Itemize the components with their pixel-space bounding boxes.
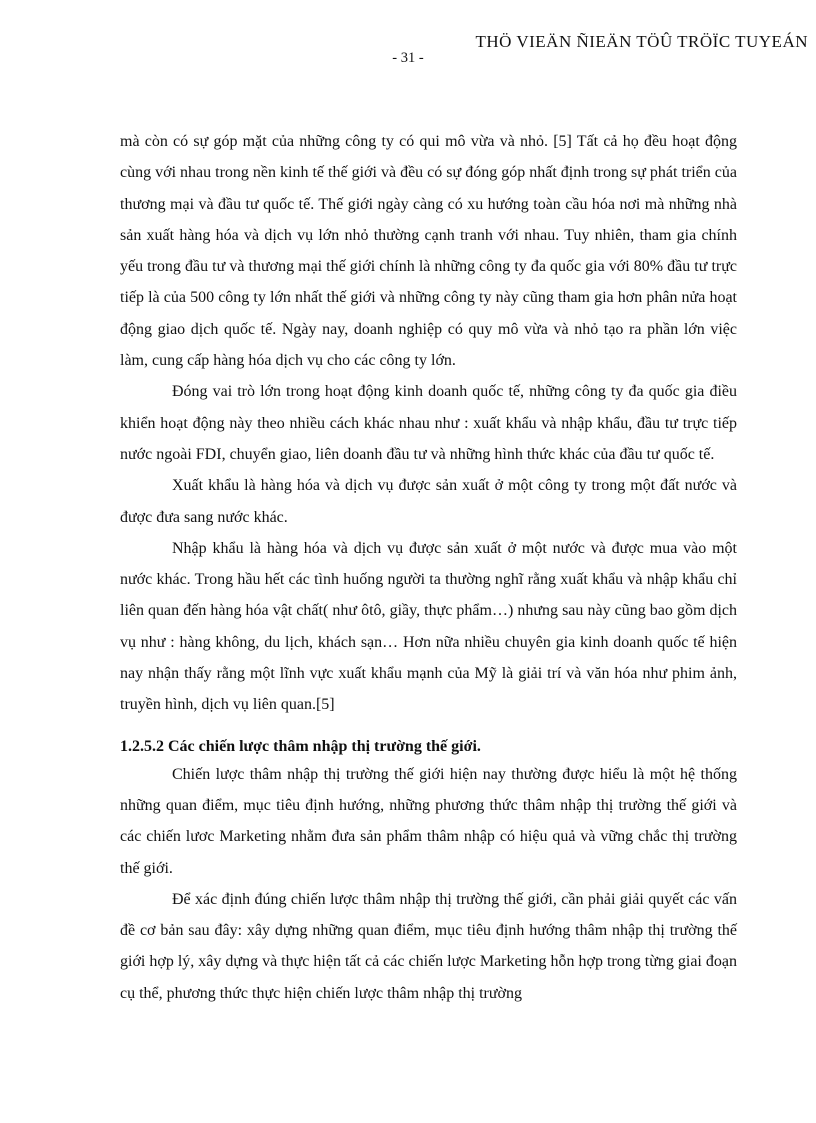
section-paragraph-1: Chiến lược thâm nhập thị trường thế giới hiện nay thường được hiểu là một hệ thống những quan điểm, mục tiêu định hướng, những phương thức thâm nhập thị trường thế giới và các chiến lươc Marketing nhằm đưa sản phẩm thâm nhập có hiệu quả và vững chắc thị trường thế giới. <box>120 765 737 877</box>
paragraph-4: Nhập khẩu là hàng hóa và dịch vụ được sản xuất ở một nước và được mua vào một nước khác. Trong hầu hết các tình huống người ta thường nghĩ rằng xuất khẩu và nhập khẩu chỉ liên quan đến hàng hóa vật chất( như ôtô, giầy, thực phẩm…) nhưng sau này cũng bao gồm dịch vụ như : hàng không, du lịch, khách sạn… Hơn nữa nhiều chuyên gia kinh doanh quốc tế hiện nay nhận thấy rằng một lĩnh vực xuất khẩu mạnh của Mỹ là giải trí và văn hóa như phim ảnh, truyền hình, dịch vụ liên quan.[5] <box>120 539 737 714</box>
paragraph-1: mà còn có sự góp mặt của những công ty có qui mô vừa và nhỏ. [5] Tất cả họ đều hoạt động cùng với nhau trong nền kinh tế thế giới và đều có sự đóng góp nhất định trong sự phát triển của thương mại và đầu tư quốc tế. Thế giới ngày càng có xu hướng toàn cầu hóa nơi mà những nhà sản xuất hàng hóa và dịch vụ lớn nhỏ thường cạnh tranh với nhau. Tuy nhiên, tham gia chính yếu trong đầu tư và thương mại thế giới chính là những công ty đa quốc gia với 80% đầu tư trực tiếp là của 500 công ty lớn nhất thế giới và những công ty này cũng tham gia hơn phân nửa hoạt động giao dịch quốc tế. Ngày nay, doanh nghiệp có quy mô vừa và nhỏ tạo ra phần lớn việc làm, cung cấp hàng hóa dịch vụ cho các công ty lớn. <box>120 133 737 370</box>
paragraph-3: Xuất khẩu là hàng hóa và dịch vụ được sản xuất ở một công ty trong một đất nước và được đưa sang nước khác. <box>120 477 737 526</box>
header-banner: THÖ VIEÄN ÑIEÄN TÖÛ TRÖÏC TUYEÁN <box>475 32 808 51</box>
paragraph-2: Đóng vai trò lớn trong hoạt động kinh doanh quốc tế, những công ty đa quốc gia điều khiển hoạt động này theo nhiều cách khác nhau như : xuất khẩu và nhập khẩu, đầu tư trực tiếp nước ngoài FDI, chuyển giao, liên doanh đầu tư và những hình thức khác của đầu tư quốc tế. <box>120 383 737 463</box>
section-paragraph-2: Để xác định đúng chiến lược thâm nhập thị trường thế giới, cần phải giải quyết các vấn đề cơ bản sau đây: xây dựng những quan điểm, mục tiêu định hướng thâm nhập thị trường thế giới hợp lý, xây dựng và thực hiện tất cả các chiến lược Marketing hỗn hợp trong từng giai đoạn cụ thể, phương thức thực hiện chiến lược thâm nhập thị trường <box>120 890 737 1002</box>
document-body <box>120 126 737 1009</box>
page-number: - 31 - <box>392 50 424 66</box>
section-heading: 1.2.5.2 Các chiến lược thâm nhập thị trường thế giới. <box>120 737 481 755</box>
